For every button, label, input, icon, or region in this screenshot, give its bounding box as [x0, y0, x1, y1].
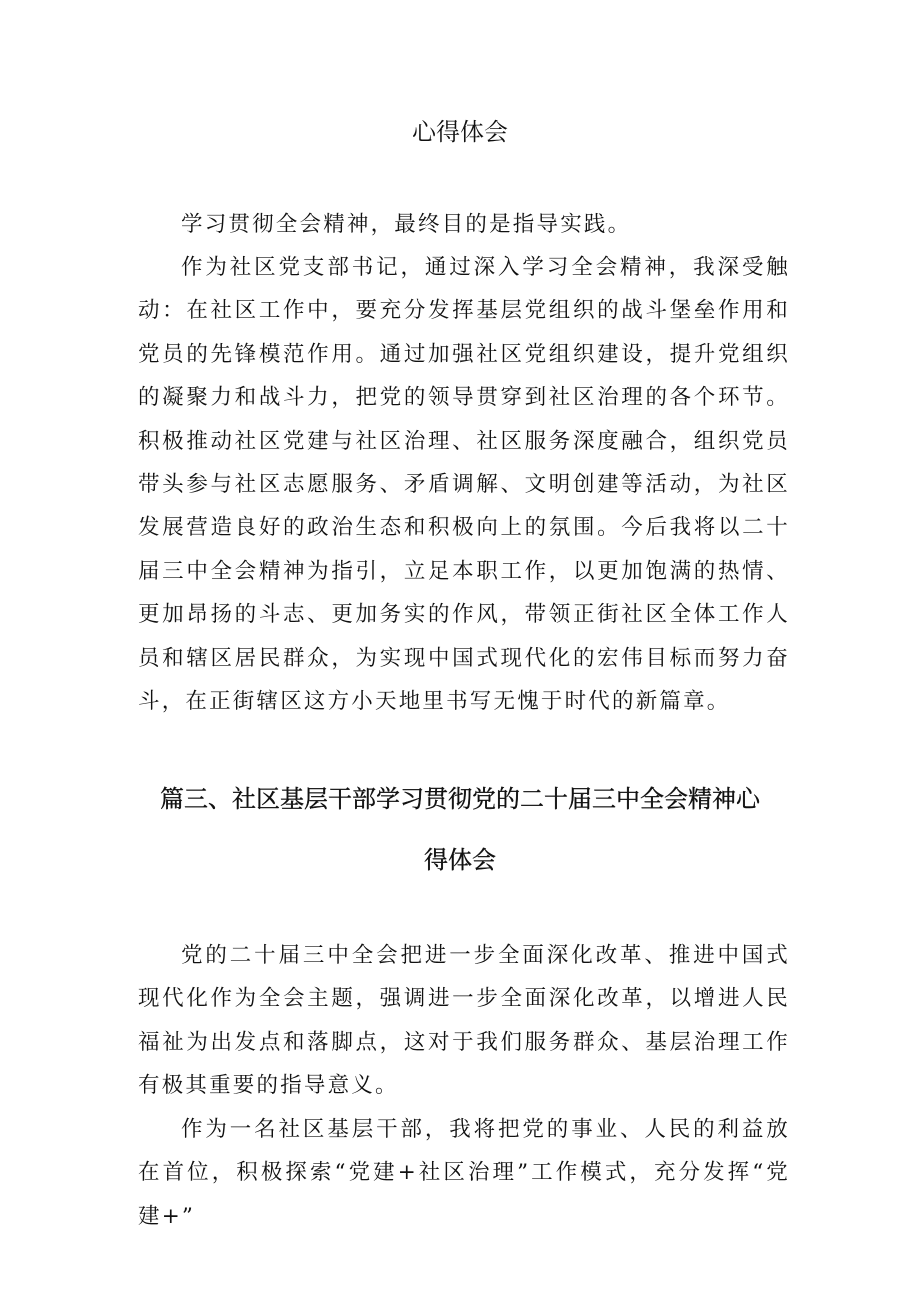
chapter-three-title-line2: 得体会 — [424, 846, 496, 874]
paragraph-grassroots-cadre: 作为一名社区基层干部，我将把党的事业、人民的利益放在首位，积极探索“党建+社区治理”工作模式，充分发挥“党建+” — [138, 1117, 790, 1229]
paragraph-party-secretary-reflection: 作为社区党支部书记，通过深入学习全会精神，我深受触动：在社区工作中，要充分发挥基层党组织的战斗堡垒作用和党员的先锋模范作用。通过加强社区党组织建设，提升党组织的凝聚力和战斗力，把党的领导贯穿到社区治理的各个环节。积极推动社区党建与社区治理、社区服务深度融合，组织党员带头参与社区志愿服务、矛盾调解、文明创建等活动，为社区发展营造良好的政治生态和积极向上的氛围。今后我将以二十届三中全会精神为指引，立足本职工作，以更加饱满的热情、更加昂扬的斗志、更加务实的作风，带领正街社区全体工作人员和辖区居民群众，为实现中国式现代化的宏伟目标而努力奋斗，在正街辖区这方小天地里书写无愧于时代的新篇章。 — [138, 255, 790, 715]
paragraph-plenum-theme: 党的二十届三中全会把进一步全面深化改革、推进中国式现代化作为全会主题，强调进一步全面深化改革，以增进人民福祉为出发点和落脚点，这对于我们服务群众、基层治理工作有极其重要的指导意义。 — [138, 943, 790, 1099]
chapter-three-title-line1: 篇三、社区基层干部学习贯彻党的二十届三中全会精神心 — [160, 785, 760, 813]
paragraph-intro: 学习贯彻全会精神，最终目的是指导实践。 — [181, 212, 632, 237]
section-title-heart-experience: 心得体会 — [412, 118, 508, 146]
